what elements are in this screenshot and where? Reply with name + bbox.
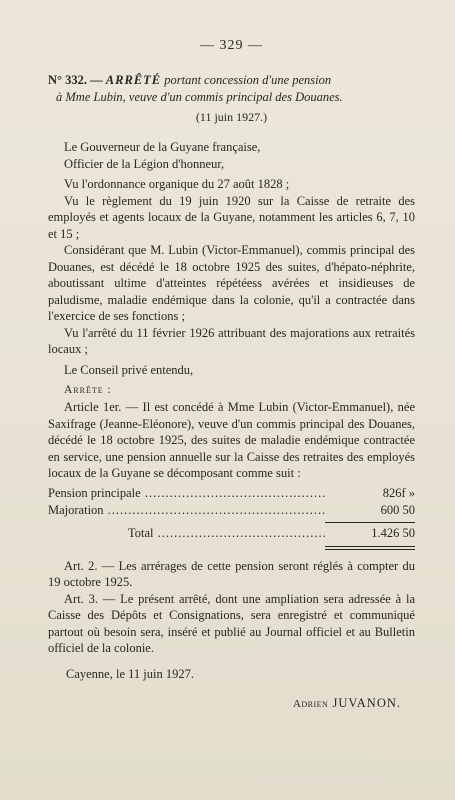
visa-arrete: Vu l'arrêté du 11 février 1926 attribuant des majorations aux retraités locaux ; <box>48 325 415 356</box>
decree-heading <box>48 72 415 106</box>
total-label: Total ..... <box>128 525 325 542</box>
decree-title: portant concession d'une pension <box>164 73 332 87</box>
signature-first-name: Adrien <box>292 697 329 710</box>
amount-label: Pension principale ..... <box>48 485 325 502</box>
decree-number: N° 332. — <box>48 73 103 87</box>
amount-label: Majoration ..... <box>48 502 325 519</box>
decree-date: (11 juin 1927.) <box>195 110 268 124</box>
signature <box>48 696 415 711</box>
amounts-table <box>48 485 415 550</box>
decree-title-line2: à Mme Lubin, veuve d'un commis principal des Douanes. <box>56 90 343 104</box>
amount-value: 600 50 <box>380 502 415 517</box>
amount-value: 826f » <box>382 485 415 500</box>
total-row <box>48 525 415 542</box>
visa-ordonnance: Vu l'ordonnance organique du 27 août 1828 ; <box>64 177 290 191</box>
article-2: Art. 2. — Les arrérages de cette pension seront réglés à compter du 19 octobre 1925. <box>48 558 415 589</box>
article-3: Art. 3. — Le présent arrêté, dont une ampliation sera adressée à la Caisse des Dépôts et Consignations, sera enregistré et communiqué partout où besoin sera, inséré et publié au Journal officiel et au Bulletin officiel de la colonie. <box>48 591 415 655</box>
conseil-line: Le Conseil privé entendu, <box>64 362 194 377</box>
signature-last-name: JUVANON. <box>332 695 401 710</box>
amount-row <box>48 485 415 502</box>
place-date: Cayenne, le 11 juin 1927. <box>66 666 194 681</box>
governor-line: Le Gouverneur de la Guyane française, <box>64 140 261 154</box>
sum-rule <box>325 522 415 523</box>
total-double-rule <box>325 546 415 550</box>
arrete-label: Arrête : <box>64 384 112 396</box>
article-1: Article 1er. — Il est concédé à Mme Lubin (Victor-Emmanuel), née Saxifrage (Jeanne-Eléonore), veuve d'un commis principal des Douanes, décédé le 18 octobre 1925, des suites de maladie endémique contractée en service, une pension annuelle sur la Caisse des retraites des employés locaux de la Guyane se décomposant comme suit : <box>48 400 415 480</box>
amount-row <box>48 502 415 519</box>
total-value: 1.426 50 <box>371 525 415 540</box>
page-number: — 329 — <box>200 38 263 53</box>
visa-reglement: Vu le règlement du 19 juin 1920 sur la Caisse de retraite des employés et agents locaux de la Guyane, notamment les articles 6, 7, 10 et 15 ; <box>48 193 415 241</box>
officer-line: Officier de la Légion d'honneur, <box>64 156 225 171</box>
arrete-word: ARRÊTÉ <box>105 73 162 87</box>
considerant: Considérant que M. Lubin (Victor-Emmanuel), commis principal des Douanes, est décédé le 18 octobre 1925 des suites, d'hépato-néphrite, aboutissant ultime d'atteintes répétéess avérées et insidieuses de paludisme, maladie endémique dans la colonie, qu'il a contractée dans l'exercice de ses fonctions ; <box>48 243 415 323</box>
